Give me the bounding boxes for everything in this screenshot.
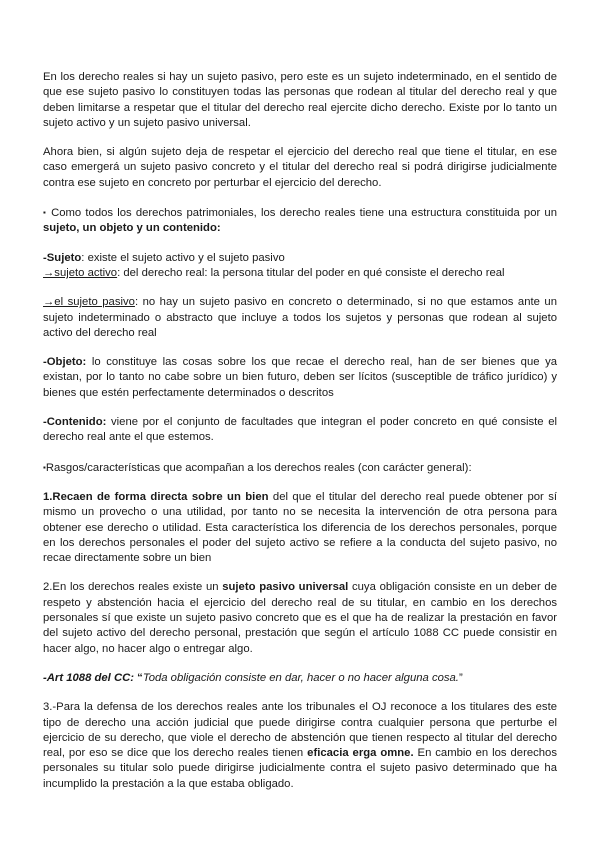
- sujeto-text: : existe el sujeto activo y el sujeto pasivo: [81, 251, 285, 264]
- rasgo-1-text: del que el titular del derecho real puede obtener por sí mismo un provecho o una utilidad, por tanto no se necesita la intervención de otra persona para obtener ese derecho o utilidad. Esta característica los diferencia de los derechos personales, porque en los derechos personales el poder del sujeto activo se refiere a la conducta del sujeto pasivo, no recae directamente sobre un bien: [43, 490, 557, 565]
- rasgo-2-text: cuya obligación consiste en un deber de respeto y abstención hacia el ejercicio del derecho real de su titular, en cambio en los derechos personales sí que existe un sujeto pasivo concreto que es el que ha de realizar la prestación en favor del sujeto activo del derecho personal, prestación que según el artículo 1088 CC puede consistir en hacer algo, no hacer algo o entregar algo.: [43, 581, 557, 655]
- art-open-quote: “: [134, 671, 143, 684]
- art-quote-text: Toda obligación consiste en dar, hacer o no hacer alguna cosa.: [142, 671, 459, 684]
- bullet-icon: ▪: [43, 462, 46, 472]
- objeto-label: -Objeto:: [43, 356, 87, 369]
- sujeto-activo-definition: [43, 266, 557, 281]
- estructura-text: Como todos los derechos patrimoniales, los derecho reales tiene una estructura constituida por un: [46, 207, 557, 220]
- rasgo-1: [43, 490, 557, 566]
- rasgo-3-text2: En cambio en los derechos personales su titular solo puede dirigirse judicialmente contra el sujeto pasivo determinado que ha incumplido la prestación a la que estaba obligado.: [43, 747, 557, 790]
- sujeto-pasivo-label: →el sujeto pasivo: [43, 296, 135, 309]
- rasgo-3-text: 3.-Para la defensa de los derechos reales ante los tribunales el OJ reconoce a los titulares des este tipo de derecho una acción judicial que puede dirigirse contra cualquier persona que perturbe el ejercicio de su derecho, que viole el derecho de abstención que tienen respecto al titular del derecho real, por eso se dice que los derecho reales tienen: [43, 701, 557, 760]
- contenido-label: -Contenido:: [43, 416, 107, 429]
- sujeto-activo-text: : del derecho real: la persona titular del poder en qué consiste el derecho real: [117, 266, 505, 279]
- rasgo-1-bold: 1.Recaen de forma directa sobre un bien: [43, 490, 269, 503]
- objeto-definition: [43, 355, 557, 401]
- paragraph-estructura: [43, 205, 557, 237]
- rasgo-3: [43, 700, 557, 792]
- rasgo-2-bold: sujeto pasivo universal: [222, 581, 349, 594]
- estructura-bold: sujeto, un objeto y un contenido:: [43, 222, 221, 235]
- bullet-icon: ▪: [43, 208, 47, 218]
- sujeto-label: -Sujeto: [43, 251, 82, 264]
- sujeto-activo-label: →sujeto activo: [43, 266, 118, 279]
- paragraph-sujeto-pasivo-concreto: Ahora bien, si algún sujeto deja de respetar el ejercicio del derecho real que tiene el titular, en ese caso emergerá un sujeto pasivo concreto y el titular del derecho real si podrá dirigirse judicialmente contra ese sujeto en concreto por perturbar el ejercicio del derecho.: [43, 146, 557, 189]
- rasgos-text: Rasgos/características que acompañan a los derechos reales (con carácter general):: [45, 461, 472, 474]
- contenido-text: viene por el conjunto de facultades que integran el poder concreto en qué consiste el derecho real ante el que estemos.: [43, 416, 557, 444]
- contenido-definition: [43, 415, 557, 446]
- art-label: -Art 1088 del CC:: [43, 671, 135, 684]
- rasgos-heading: [43, 460, 557, 476]
- art-1088-quote: [43, 671, 557, 686]
- rasgo-2-pre: 2.En los derechos reales existe un: [43, 581, 223, 594]
- rasgo-2: [43, 580, 557, 656]
- objeto-text: lo constituye las cosas sobre los que recae el derecho real, han de ser bienes que ya existan, por lo tanto no cabe sobre un bien futuro, deben ser lícitos (susceptible de tráfico jurídico) y bienes que estén perfectamente determinados o descritos: [43, 356, 557, 399]
- rasgo-3-bold: eficacia erga omne.: [307, 747, 414, 760]
- sujeto-definition: [43, 251, 557, 266]
- art-close-quote: ”: [458, 671, 463, 684]
- paragraph-sujeto-pasivo-universal: En los derecho reales si hay un sujeto pasivo, pero este es un sujeto indeterminado, en el sentido de que ese sujeto pasivo lo constituyen todas las personas que rodean al titular del derecho real y que deben limitarse a respetar que el titular del derecho real ejercite dicho derecho. Existe por lo tanto un sujeto activo y un sujeto pasivo universal.: [43, 71, 557, 129]
- sujeto-pasivo-definition: [43, 295, 557, 341]
- sujeto-pasivo-text: : no hay un sujeto pasivo en concreto o determinado, si no que estamos ante un sujeto indeterminado o abstracto que incluye a todos los sujetos y personas que rodean al sujeto activo del derecho real: [43, 296, 557, 339]
- document-page: [43, 70, 557, 792]
